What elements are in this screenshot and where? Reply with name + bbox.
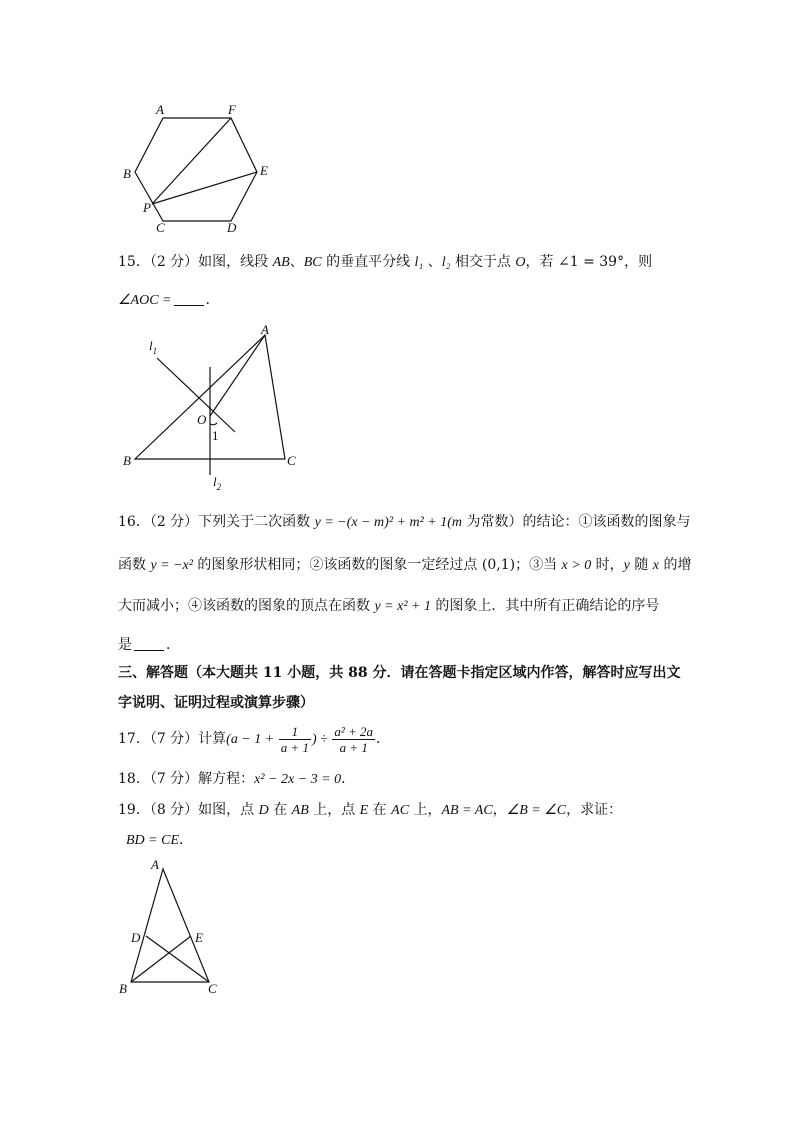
label-b: B xyxy=(123,453,131,468)
label-o: O xyxy=(197,412,207,427)
label-d: D xyxy=(131,930,141,945)
label-c: C xyxy=(208,981,217,996)
label-a: A xyxy=(151,857,159,872)
segment-pe xyxy=(152,172,257,204)
label-l2: $l_2$ xyxy=(213,474,222,492)
fraction-2: $\frac{\text{a² + 2a}}{a + 1}$ xyxy=(334,723,374,755)
q16-line2: 函数 y = −x² 的图象形状相同；②该函数的图象一定经过点 (0,1)；③当 x > 0 时，y 随 x 的增 xyxy=(118,557,692,573)
label-b: B xyxy=(119,981,127,996)
answer-blank[interactable] xyxy=(134,636,164,651)
label-p: P xyxy=(143,200,151,215)
fraction-1: $\frac{1}{a + 1}$ xyxy=(280,723,310,755)
q16-line3: 大而减小；④该函数的图象的顶点在函数 y = x² + 1 的图象上．其中所有正确结论的序号 xyxy=(118,598,660,614)
label-c: C xyxy=(287,453,296,468)
label-a: A xyxy=(261,322,269,337)
q15-figure xyxy=(115,320,315,500)
segment-pf xyxy=(152,118,231,204)
q19-line1: 19．（8 分）如图，点 D 在 AB 上，点 E 在 AC 上，AB = AC，∠B = ∠C，求证： xyxy=(118,802,623,818)
q16-line1: 16．（2 分）下列关于二次函数 y = −(x − m)² + m² + 1(m 为常数）的结论：①该函数的图象与 xyxy=(118,514,691,530)
angle-1-arc xyxy=(210,423,217,425)
label-a: A xyxy=(156,102,164,117)
q15-line1: 15．（2 分）如图，线段 AB、BC 的垂直平分线 l₁ 、l₂ 相交于点 O，若 ∠1 = 39°，则 xyxy=(118,254,653,270)
section3-heading-line2: 字说明、证明过程或演算步骤） xyxy=(118,695,314,711)
segment-oa xyxy=(210,335,265,416)
section3-heading-line1: 三、解答题（本大题共 11 小题，共 88 分．请在答题卡指定区域内作答，解答时应写出文 xyxy=(118,665,681,681)
q18: 18．（7 分）解方程：x² − 2x − 3 = 0． xyxy=(118,771,356,787)
label-c: C xyxy=(156,220,165,235)
label-f: F xyxy=(228,102,236,117)
hexagon-figure xyxy=(115,100,285,240)
q15-line2: ∠AOC = . xyxy=(118,292,210,308)
line-l1 xyxy=(157,358,235,432)
q19-figure xyxy=(115,855,235,1000)
label-b: B xyxy=(123,166,131,181)
hexagon-shape xyxy=(135,118,257,221)
q17: 17．（7 分）计算(a − 1 + $\frac{1}{a + 1}$ ) ÷ $\frac{\text{a² + 2a}}{a + 1}$ ． xyxy=(118,723,391,755)
answer-blank[interactable] xyxy=(174,291,204,306)
label-e: E xyxy=(260,163,268,178)
q16-line4: 是 ． xyxy=(118,637,180,653)
label-angle-1: 1 xyxy=(212,428,219,443)
triangle-abc xyxy=(131,869,209,982)
label-l1: $l_1$ xyxy=(149,338,158,356)
label-d: D xyxy=(227,220,237,235)
label-e: E xyxy=(195,930,203,945)
q19-line2: BD = CE． xyxy=(126,832,193,848)
